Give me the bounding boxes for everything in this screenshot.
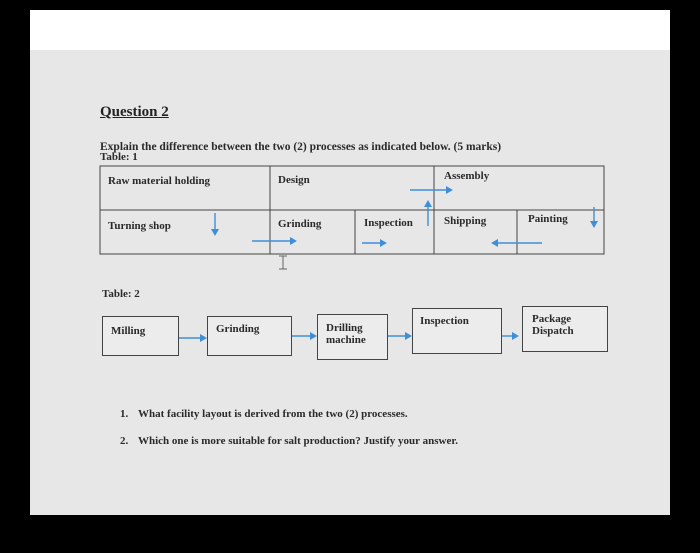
question-item-2 [120,435,458,447]
process-milling-label: Milling [111,325,146,337]
table1-label: Table: 1 [100,151,138,163]
question-instruction: Explain the difference between the two (2) processes as indicated below. (5 marks) [100,141,502,153]
document-photo [30,50,670,515]
cell-assembly: Assembly [444,170,490,182]
cell-painting: Painting [528,213,568,225]
process-grinding-label: Grinding [216,323,260,335]
cell-turning-shop: Turning shop [108,220,171,232]
process-dispatch-label: Dispatch [532,325,574,337]
question-title: Question 2 [100,104,169,120]
process-box-grinding [207,316,292,356]
arrow-right-assembly-head [446,186,453,194]
question-1-number: 1. [120,408,129,420]
question-2-number: 2. [120,435,129,447]
table2-label: Table: 2 [102,288,140,300]
process-box-inspection [412,308,502,354]
arrow-left-shipping-head [491,239,498,247]
cell-grinding: Grinding [278,218,322,230]
cell-raw-material-holding: Raw material holding [108,175,211,187]
cell-inspection: Inspection [364,217,413,229]
cell-shipping: Shipping [444,215,487,227]
arrow-right-inspection-head [380,239,387,247]
process-package-label: Package [532,313,572,325]
arrow-up-inspection-head [424,200,432,207]
question-1-text: What facility layout is derived from the two (2) processes. [138,408,408,420]
cell-design: Design [278,174,310,186]
question-2-text: Which one is more suitable for salt production? Justify your answer. [138,435,458,447]
paper-sheet [30,10,670,515]
process-box-package-dispatch [522,306,608,352]
process-drilling-label: Drilling [326,322,363,334]
process-box-milling [102,316,179,356]
process-machine-label: machine [326,334,366,346]
arrow-down-turning-head [211,229,219,236]
arrow-down-painting-head [590,221,598,228]
question-item-1 [120,408,408,420]
arrow-right-grinding-head [290,237,297,245]
process-box-drilling-machine [317,314,388,360]
process-inspection-label: Inspection [420,315,469,327]
